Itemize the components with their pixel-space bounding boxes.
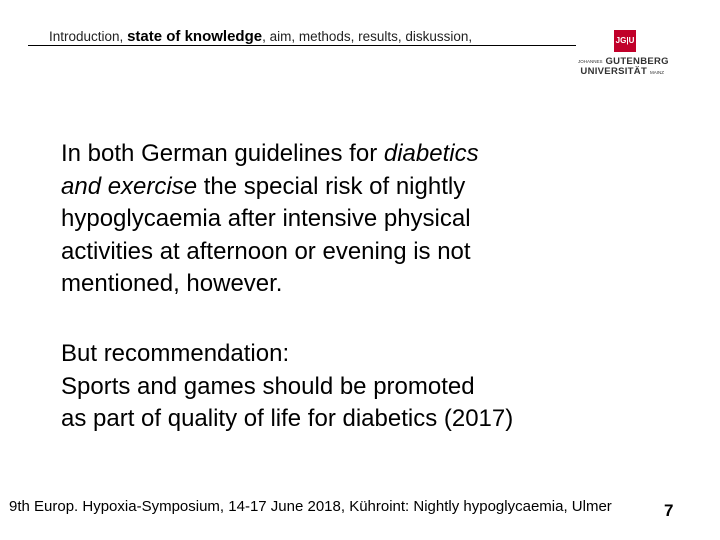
logo-text-johannes: JOHANNES xyxy=(578,58,603,64)
paragraph-line xyxy=(61,171,581,204)
logo-text-line2 xyxy=(578,66,664,77)
slide-footer: 9th Europ. Hypoxia-Symposium, 14-17 June 2018, Kühroint: Nightly hypoglycaemia, Ulmer xyxy=(9,498,612,515)
logo-text-mainz: MAINZ xyxy=(650,70,664,75)
text-run: In both German guidelines for xyxy=(61,140,384,167)
paragraph-guidelines xyxy=(61,138,581,301)
paragraph-line: as part of quality of life for diabetics (2017) xyxy=(61,405,514,432)
paragraph-line: Sports and games should be promoted xyxy=(61,372,475,400)
text-run: the special risk of nightly xyxy=(197,172,466,200)
jgu-logo-mark: JG|U xyxy=(614,30,636,52)
logo-text-gutenberg: GUTENBERG xyxy=(605,56,669,67)
nav-item-introduction: Introduction, xyxy=(49,29,124,44)
paragraph-line xyxy=(61,138,581,171)
italic-text: and exercise xyxy=(61,172,198,200)
page-number: 7 xyxy=(664,501,674,520)
paragraph-recommendation xyxy=(61,338,621,436)
slide-header xyxy=(28,28,576,46)
nav-item-state-of-knowledge: state of knowledge xyxy=(127,28,263,45)
paragraph-line: activities at afternoon or evening is not xyxy=(61,237,471,265)
nav-item-rest: , aim, methods, results, diskussion, xyxy=(262,29,473,44)
paragraph-line: mentioned, however. xyxy=(61,270,283,297)
section-navigation xyxy=(49,29,472,45)
paragraph-line: But recommendation: xyxy=(61,340,290,367)
paragraph-line: hypoglycaemia after intensive physical xyxy=(61,205,471,232)
logo-text-universitaet: UNIVERSITÄT xyxy=(580,66,648,77)
header-divider xyxy=(28,45,576,46)
italic-text: diabetics xyxy=(383,140,479,167)
university-logo xyxy=(578,30,673,78)
